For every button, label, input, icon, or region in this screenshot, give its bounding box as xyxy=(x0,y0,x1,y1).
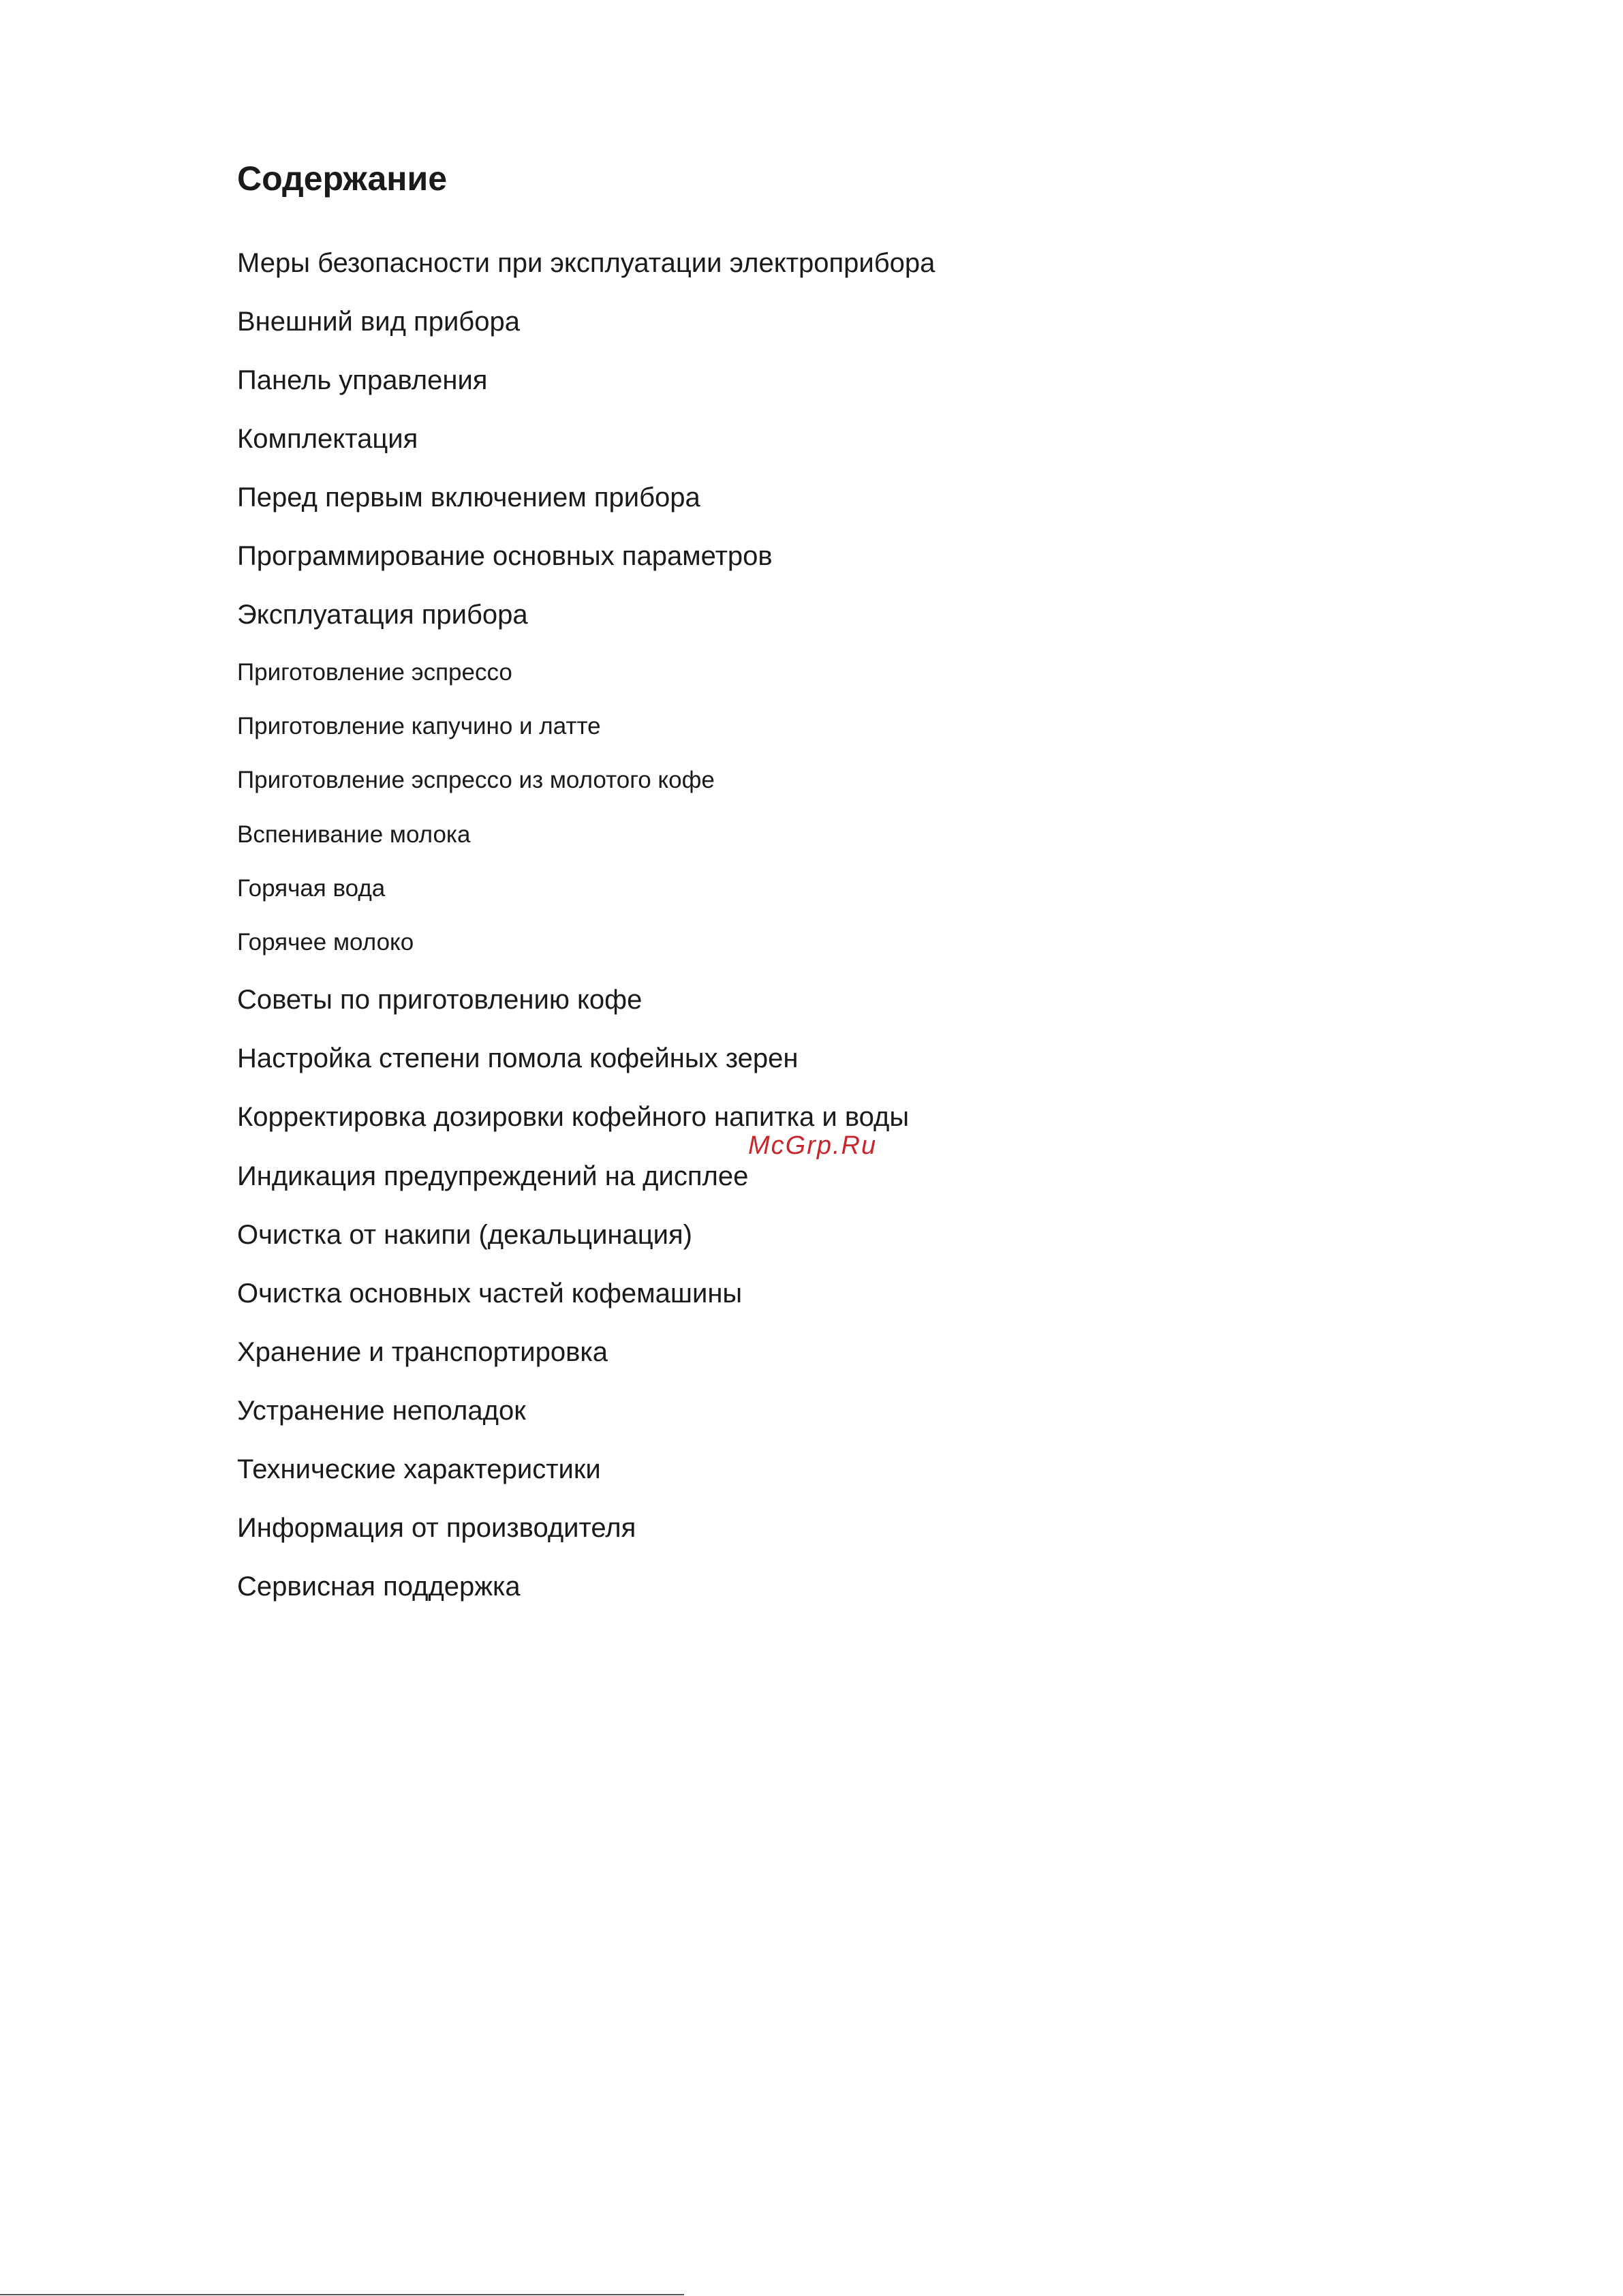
toc-subitem[interactable]: Горячее молоко xyxy=(237,929,414,955)
toc-item[interactable]: Сервисная поддержка xyxy=(237,1572,521,1602)
toc-item[interactable]: Хранение и транспортировка xyxy=(237,1337,608,1367)
toc-item[interactable]: Индикация предупреждений на дисплее xyxy=(237,1161,749,1191)
toc-item[interactable]: Программирование основных параметров xyxy=(237,541,773,571)
toc-item[interactable]: Настройка степени помола кофейных зерен xyxy=(237,1043,799,1073)
toc-item[interactable]: Корректировка дозировки кофейного напитка и воды xyxy=(237,1102,910,1132)
toc-subitem[interactable]: Приготовление эспрессо из молотого кофе xyxy=(237,767,715,793)
bottom-rule xyxy=(0,2294,684,2295)
watermark: McGrp.Ru xyxy=(748,1131,878,1160)
toc-item[interactable]: Очистка основных частей кофемашины xyxy=(237,1279,743,1308)
toc-item[interactable]: Комплектация xyxy=(237,424,418,454)
toc-item[interactable]: Панель управления xyxy=(237,365,488,395)
toc-item[interactable]: Советы по приготовлению кофе xyxy=(237,985,643,1015)
toc-item[interactable]: Очистка от накипи (декальцинация) xyxy=(237,1220,692,1250)
toc-item[interactable]: Технические характеристики xyxy=(237,1454,601,1484)
toc-subitem[interactable]: Приготовление эспрессо xyxy=(237,659,512,686)
toc-subitem[interactable]: Горячая вода xyxy=(237,875,386,902)
toc-item[interactable]: Информация от производителя xyxy=(237,1513,636,1543)
toc-item[interactable]: Меры безопасности при эксплуатации электроприбора xyxy=(237,248,936,278)
toc-item[interactable]: Внешний вид прибора xyxy=(237,307,520,337)
toc-item[interactable]: Перед первым включением прибора xyxy=(237,483,700,512)
toc-item[interactable]: Устранение неполадок xyxy=(237,1396,526,1426)
page-title: Содержание xyxy=(237,159,448,198)
toc-subitem[interactable]: Вспенивание молока xyxy=(237,821,471,848)
toc-item[interactable]: Эксплуатация прибора xyxy=(237,600,528,630)
toc-subitem[interactable]: Приготовление капучино и латте xyxy=(237,713,601,739)
